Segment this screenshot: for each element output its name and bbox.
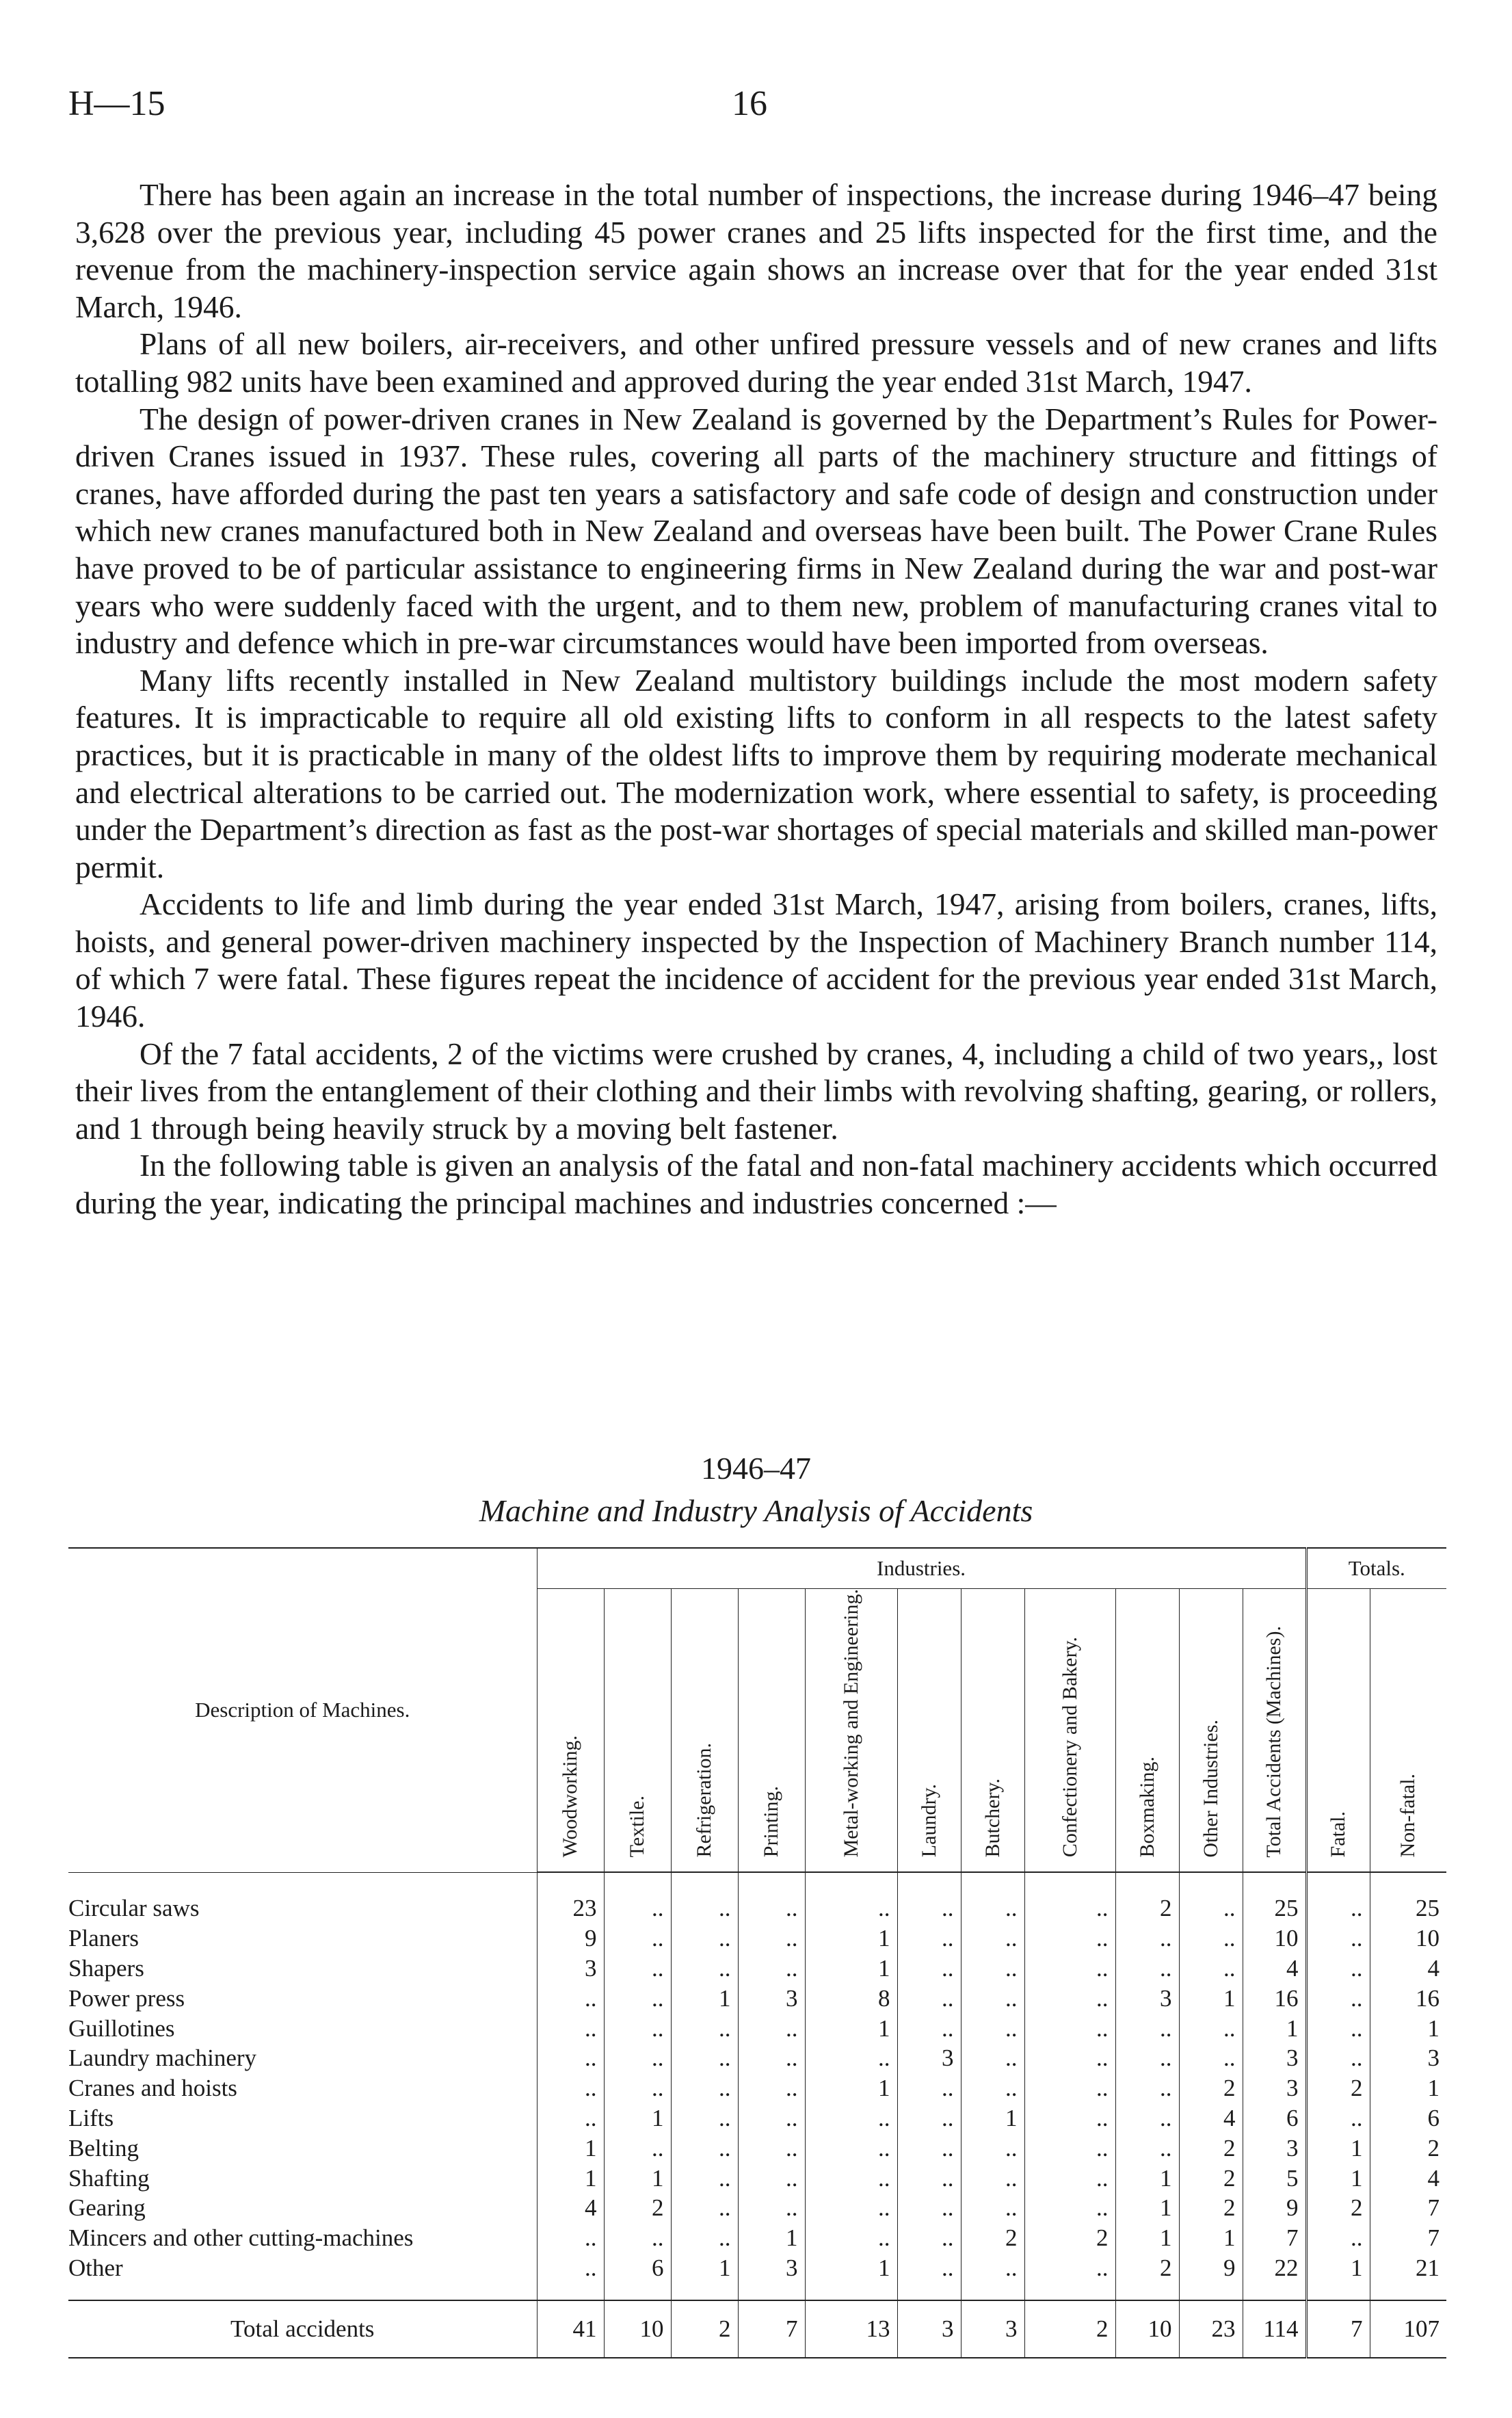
table-cell: .. — [961, 2164, 1024, 2194]
table-cell: .. — [1306, 1923, 1370, 1954]
machine-label: Planers — [68, 1925, 140, 1952]
column-header — [1306, 1589, 1370, 1873]
column-header-label: Laundry. — [917, 1784, 940, 1858]
table-cell: 3 — [1243, 2073, 1306, 2103]
table-cell: .. — [805, 1893, 897, 1923]
table-cell: 22 — [1243, 2253, 1306, 2283]
table-cell: 1 — [805, 1954, 897, 1984]
table-cell: .. — [805, 2043, 897, 2073]
table-cell: 5 — [1243, 2164, 1306, 2194]
table-cell: .. — [537, 2253, 604, 2283]
column-header-label: Woodworking. — [559, 1735, 581, 1858]
table-row — [68, 1893, 1446, 1923]
table-cell: 1 — [537, 2133, 604, 2164]
total-cell: 3 — [897, 2300, 961, 2358]
table-cell: 3 — [1243, 2043, 1306, 2073]
table-cell: .. — [604, 2133, 671, 2164]
table-cell: .. — [738, 2164, 805, 2194]
column-header — [1024, 1589, 1115, 1873]
column-header-label: Textile. — [626, 1796, 648, 1858]
machine-label: Shafting — [68, 2164, 150, 2192]
body-text — [75, 176, 1437, 1222]
machine-label: Power press — [68, 1984, 185, 2012]
column-header — [1115, 1589, 1179, 1873]
table-cell: 3 — [1115, 1984, 1179, 2014]
table-title: Machine and Industry Analysis of Accidents — [479, 1493, 1033, 1528]
table-cell: 3 — [1370, 2043, 1446, 2073]
table-cell: .. — [1024, 1923, 1115, 1954]
table-cell: .. — [961, 2193, 1024, 2223]
column-header — [897, 1589, 961, 1873]
table-cell: 1 — [1179, 1984, 1243, 2014]
table-cell: 25 — [1243, 1893, 1306, 1923]
table-cell: .. — [961, 2073, 1024, 2103]
column-header — [1179, 1589, 1243, 1873]
table-cell: 9 — [1179, 2253, 1243, 2283]
total-cell: 41 — [537, 2300, 604, 2358]
table-cell: .. — [1024, 1984, 1115, 2014]
table-cell: .. — [897, 2133, 961, 2164]
paragraph: The design of power-driven cranes in New Zealand is governed by the Department’s Rules for Power-driven Cranes issued in 1937. These rules, covering all parts of the machinery structure and fittings of cranes, have afforded during the past ten years a satisfactory and safe code of design and construction under which new cranes manufactured both in New Zealand and overseas have been built. The Power Crane Rules have proved to be of particular assistance to engineering firms in New Zealand during the war and post-war years who were suddenly faced with the urgent, and to them new, problem of manufacturing cranes vital to industry and defence which in pre-war circumstances would have been imported from overseas. — [75, 401, 1437, 661]
table-cell: .. — [1306, 1984, 1370, 2014]
table-cell: .. — [671, 2133, 738, 2164]
table-cell: .. — [604, 1893, 671, 1923]
table-cell: .. — [738, 1893, 805, 1923]
table-cell: .. — [1024, 2193, 1115, 2223]
table-cell: .. — [897, 2253, 961, 2283]
table-cell: .. — [897, 2073, 961, 2103]
paragraph: Plans of all new boilers, air-receivers, and other unfired pressure vessels and of new cranes and lifts totalling 982 units have been examined and approved during the year ended 31st March, 1947. — [75, 326, 1437, 399]
column-header-label: Boxmaking. — [1135, 1756, 1158, 1858]
table-cell: .. — [1306, 2043, 1370, 2073]
table-cell: .. — [537, 2103, 604, 2133]
column-header-label: Refrigeration. — [693, 1742, 715, 1858]
table-cell: .. — [805, 2103, 897, 2133]
machine-label: Cranes and hoists — [68, 2075, 237, 2102]
table-row — [68, 2014, 1446, 2044]
table-spacer — [68, 2283, 1446, 2300]
table-cell: .. — [897, 2223, 961, 2253]
table-cell: .. — [1306, 1893, 1370, 1923]
table-cell: .. — [961, 1954, 1024, 1984]
total-cell: 107 — [1370, 2300, 1446, 2358]
table-cell: 1 — [604, 2103, 671, 2133]
table-cell: 6 — [604, 2253, 671, 2283]
table-cell: .. — [805, 2223, 897, 2253]
table-cell: .. — [1115, 2014, 1179, 2044]
table-row — [68, 1954, 1446, 1984]
table-cell: 4 — [537, 2193, 604, 2223]
table-cell: .. — [604, 1954, 671, 1984]
table-cell: .. — [537, 2223, 604, 2253]
total-cell: 7 — [1306, 2300, 1370, 2358]
column-header-label: Metal-working and Engineering. — [839, 1589, 862, 1858]
table-row — [68, 2223, 1446, 2253]
column-header — [805, 1589, 897, 1873]
table-cell: .. — [961, 2014, 1024, 2044]
table-cell: .. — [604, 2014, 671, 2044]
table-cell: .. — [897, 2164, 961, 2194]
table-cell: .. — [1024, 2103, 1115, 2133]
table-cell: 1 — [537, 2164, 604, 2194]
table-cell: .. — [897, 1954, 961, 1984]
table-cell: .. — [1024, 2253, 1115, 2283]
table-cell: 2 — [604, 2193, 671, 2223]
table-cell: 3 — [738, 1984, 805, 2014]
table-cell: .. — [738, 2073, 805, 2103]
table-cell: .. — [671, 1923, 738, 1954]
table-cell: 1 — [1306, 2164, 1370, 2194]
table-cell: .. — [805, 2164, 897, 2194]
table-cell: .. — [671, 2014, 738, 2044]
column-header-label: Total Accidents (Machines). — [1262, 1625, 1285, 1858]
table-cell: 23 — [537, 1893, 604, 1923]
table-cell: .. — [738, 2133, 805, 2164]
table-cell: 10 — [1370, 1923, 1446, 1954]
table-cell: .. — [1179, 2043, 1243, 2073]
machine-label: Gearing — [68, 2194, 146, 2222]
table-cell: 4 — [1243, 1954, 1306, 1984]
table-cell: 6 — [1370, 2103, 1446, 2133]
total-cell: 10 — [1115, 2300, 1179, 2358]
table-cell: 16 — [1370, 1984, 1446, 2014]
table-row — [68, 2253, 1446, 2283]
paragraph: Many lifts recently installed in New Zealand multistory buildings include the most modern safety features. It is impracticable to require all old existing lifts to conform in all respects to the latest safety practices, but it is practicable in many of the oldest lifts to improve them by requiring moderate mechanical and electrical alterations to be carried out. The modernization work, where essential to safety, is proceeding under the Department’s direction as fast as the post-war shortages of special materials and skilled man-power permit. — [75, 662, 1437, 884]
table-cell: .. — [537, 1984, 604, 2014]
total-cell: 13 — [805, 2300, 897, 2358]
column-header — [738, 1589, 805, 1873]
table-cell: .. — [1306, 2223, 1370, 2253]
accident-analysis-table — [68, 1547, 1444, 2342]
paragraph: There has been again an increase in the total number of inspections, the increase during 1946–47 being 3,628 over the previous year, including 45 power cranes and 25 lifts inspected for the first time, and the revenue from the machinery-inspection service again shows an increase over that for the year ended 31st March, 1946. — [75, 177, 1437, 324]
table-cell: 1 — [604, 2164, 671, 2194]
table-cell: 2 — [1115, 1893, 1179, 1923]
table-cell: .. — [897, 2193, 961, 2223]
table-cell: .. — [604, 2073, 671, 2103]
table-cell: .. — [671, 2193, 738, 2223]
machine-label: Guillotines — [68, 2014, 175, 2042]
table-year: 1946–47 — [701, 1451, 811, 1486]
page-number: 16 — [732, 84, 767, 123]
total-cell: 2 — [1024, 2300, 1115, 2358]
table-cell: .. — [961, 2043, 1024, 2073]
table-cell: 2 — [961, 2223, 1024, 2253]
table-row — [68, 2073, 1446, 2103]
total-label: Total accidents — [68, 2300, 537, 2358]
table-cell: 1 — [671, 2253, 738, 2283]
table-cell: 1 — [805, 1923, 897, 1954]
table-cell: 2 — [1024, 2223, 1115, 2253]
table-cell: 1 — [1306, 2133, 1370, 2164]
column-header-label: Confectionery and Bakery. — [1058, 1637, 1081, 1858]
document-reference: H—15 — [68, 84, 165, 123]
column-header-label: Fatal. — [1327, 1811, 1350, 1858]
table-cell: .. — [1024, 1954, 1115, 1984]
table-cell: 2 — [1306, 2193, 1370, 2223]
table-cell: .. — [738, 2043, 805, 2073]
table-cell: .. — [805, 2133, 897, 2164]
table-cell: .. — [1024, 1893, 1115, 1923]
table-cell: .. — [1024, 2164, 1115, 2194]
machine-label: Circular saws — [68, 1895, 200, 1922]
table-row — [68, 2103, 1446, 2133]
table-cell: 3 — [897, 2043, 961, 2073]
table-cell: .. — [738, 2014, 805, 2044]
paragraph: Accidents to life and limb during the year ended 31st March, 1947, arising from boilers, cranes, lifts, hoists, and general power-driven machinery inspected by the Inspection of Machinery Branch number 114, of which 7 were fatal. These figures repeat the incidence of accident for the previous year ended 31st March, 1946. — [75, 886, 1437, 1034]
table-cell: .. — [961, 1893, 1024, 1923]
paragraph: Of the 7 fatal accidents, 2 of the victims were crushed by cranes, 4, including a child of two years,, lost their lives from the entanglement of their clothing and their limbs with revolving shafting, gearing, or rollers, and 1 through being heavily struck by a moving belt fastener. — [75, 1036, 1437, 1146]
table-cell: .. — [671, 2073, 738, 2103]
table-cell: 2 — [1179, 2193, 1243, 2223]
table-cell: .. — [1306, 2103, 1370, 2133]
total-cell: 10 — [604, 2300, 671, 2358]
table-row — [68, 2133, 1446, 2164]
table-cell: .. — [738, 2193, 805, 2223]
table-cell: .. — [897, 2103, 961, 2133]
description-header: Description of Machines. — [68, 1548, 537, 1872]
accident-table — [68, 1547, 1446, 2358]
table-cell: 4 — [1179, 2103, 1243, 2133]
table-cell: .. — [1024, 2014, 1115, 2044]
table-cell: 2 — [1370, 2133, 1446, 2164]
table-cell: 2 — [1306, 2073, 1370, 2103]
table-cell: .. — [897, 2014, 961, 2044]
table-cell: .. — [1115, 1923, 1179, 1954]
table-cell: 2 — [1115, 2253, 1179, 2283]
table-cell: .. — [604, 1923, 671, 1954]
table-cell: 1 — [1179, 2223, 1243, 2253]
table-cell: .. — [961, 2253, 1024, 2283]
total-row — [68, 2300, 1446, 2358]
table-cell: .. — [1306, 2014, 1370, 2044]
table-cell: .. — [805, 2193, 897, 2223]
table-cell: .. — [738, 1923, 805, 1954]
table-cell: .. — [671, 2043, 738, 2073]
table-cell: .. — [1115, 1954, 1179, 1984]
table-cell: 6 — [1243, 2103, 1306, 2133]
table-cell: 3 — [1243, 2133, 1306, 2164]
table-cell: .. — [1179, 1954, 1243, 1984]
table-cell: .. — [1115, 2043, 1179, 2073]
table-row — [68, 2043, 1446, 2073]
column-header — [1243, 1589, 1306, 1873]
totals-group-header: Totals. — [1306, 1548, 1446, 1589]
table-cell: 9 — [537, 1923, 604, 1954]
table-cell: 8 — [805, 1984, 897, 2014]
column-header — [537, 1589, 604, 1873]
table-cell: .. — [1115, 2133, 1179, 2164]
table-cell: .. — [1179, 2014, 1243, 2044]
table-cell: 10 — [1243, 1923, 1306, 1954]
table-cell: .. — [897, 1984, 961, 2014]
table-cell: 1 — [1370, 2073, 1446, 2103]
table-row — [68, 1984, 1446, 2014]
table-cell: .. — [537, 2073, 604, 2103]
table-cell: 1 — [671, 1984, 738, 2014]
table-cell: .. — [1024, 2073, 1115, 2103]
column-header — [604, 1589, 671, 1873]
table-cell: .. — [897, 1893, 961, 1923]
table-cell: .. — [604, 1984, 671, 2014]
total-cell: 23 — [1179, 2300, 1243, 2358]
machine-label: Laundry machinery — [68, 2045, 257, 2072]
table-cell: .. — [671, 2164, 738, 2194]
column-header-label: Printing. — [760, 1786, 782, 1858]
table-cell: 1 — [805, 2014, 897, 2044]
table-cell: .. — [1024, 2133, 1115, 2164]
column-header — [671, 1589, 738, 1873]
table-cell: .. — [1179, 1923, 1243, 1954]
table-cell: .. — [604, 2043, 671, 2073]
machine-label: Other — [68, 2254, 123, 2281]
table-cell: 3 — [537, 1954, 604, 1984]
table-cell: .. — [671, 1954, 738, 1984]
table-cell: .. — [604, 2223, 671, 2253]
table-cell: .. — [738, 2103, 805, 2133]
table-cell: 1 — [1243, 2014, 1306, 2044]
table-cell: 1 — [1115, 2164, 1179, 2194]
column-header-label: Non-fatal. — [1396, 1773, 1420, 1858]
table-cell: 9 — [1243, 2193, 1306, 2223]
table-cell: 1 — [805, 2073, 897, 2103]
table-cell: .. — [897, 1923, 961, 1954]
table-cell: 1 — [1115, 2193, 1179, 2223]
table-cell: .. — [1024, 2043, 1115, 2073]
table-cell: .. — [961, 1984, 1024, 2014]
total-cell: 2 — [671, 2300, 738, 2358]
table-cell: .. — [671, 1893, 738, 1923]
machine-label: Mincers and other cutting-machines — [68, 2224, 414, 2252]
column-header-label: Other Industries. — [1199, 1719, 1222, 1858]
table-cell: 1 — [805, 2253, 897, 2283]
total-cell: 114 — [1243, 2300, 1306, 2358]
table-cell: 2 — [1179, 2133, 1243, 2164]
table-cell: .. — [738, 1954, 805, 1984]
column-header-label: Butchery. — [981, 1778, 1004, 1858]
table-cell: 3 — [738, 2253, 805, 2283]
table-row — [68, 1923, 1446, 1954]
table-row — [68, 2164, 1446, 2194]
table-cell: .. — [961, 1923, 1024, 1954]
table-cell: 7 — [1370, 2193, 1446, 2223]
table-cell: 21 — [1370, 2253, 1446, 2283]
table-cell: 1 — [1306, 2253, 1370, 2283]
table-cell: 25 — [1370, 1893, 1446, 1923]
table-cell: 2 — [1179, 2073, 1243, 2103]
table-cell: 16 — [1243, 1984, 1306, 2014]
column-header — [1370, 1589, 1446, 1873]
machine-label: Lifts — [68, 2104, 114, 2131]
table-cell: 1 — [1370, 2014, 1446, 2044]
table-cell: .. — [1115, 2073, 1179, 2103]
page-header — [68, 83, 1443, 131]
total-cell: 3 — [961, 2300, 1024, 2358]
table-cell: .. — [1179, 1893, 1243, 1923]
table-cell: 7 — [1243, 2223, 1306, 2253]
table-cell: 4 — [1370, 1954, 1446, 1984]
machine-label: Belting — [68, 2134, 140, 2161]
table-cell: 1 — [961, 2103, 1024, 2133]
table-spacer — [68, 1872, 1446, 1893]
table-cell: .. — [537, 2043, 604, 2073]
table-cell: 2 — [1179, 2164, 1243, 2194]
table-cell: 1 — [738, 2223, 805, 2253]
table-cell: .. — [537, 2014, 604, 2044]
table-cell: 1 — [1115, 2223, 1179, 2253]
column-header — [961, 1589, 1024, 1873]
table-row — [68, 2193, 1446, 2223]
table-cell: 7 — [1370, 2223, 1446, 2253]
table-cell: 4 — [1370, 2164, 1446, 2194]
total-cell: 7 — [738, 2300, 805, 2358]
table-cell: .. — [671, 2103, 738, 2133]
table-cell: .. — [671, 2223, 738, 2253]
industries-group-header: Industries. — [537, 1548, 1306, 1589]
table-cell: .. — [1115, 2103, 1179, 2133]
machine-label: Shapers — [68, 1954, 144, 1982]
paragraph: In the following table is given an analysis of the fatal and non-fatal machinery accidents which occurred during the year, indicating the principal machines and industries concerned :— — [75, 1148, 1437, 1221]
table-cell: .. — [961, 2133, 1024, 2164]
table-cell: .. — [1306, 1954, 1370, 1984]
